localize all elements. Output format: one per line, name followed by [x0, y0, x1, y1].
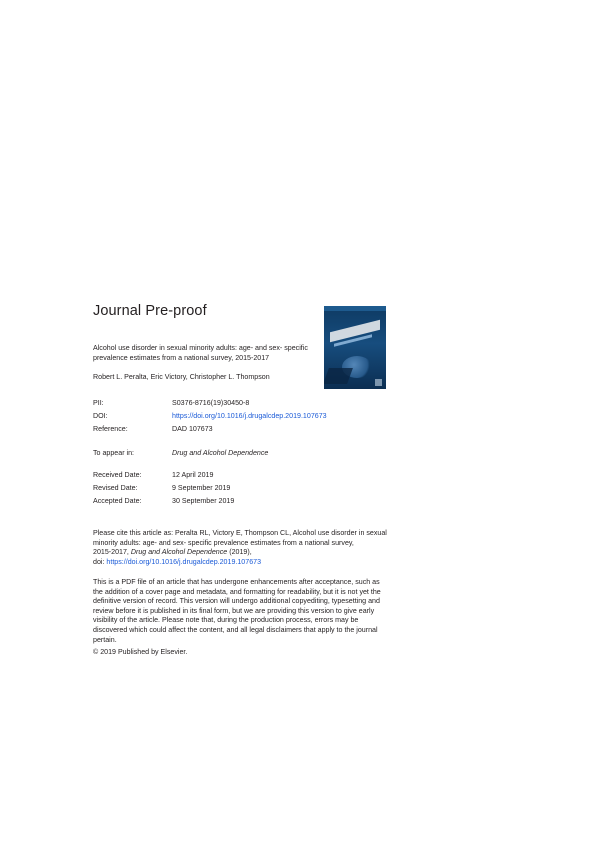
- notice-line: review before it is published in its final form, but we are providing this version to give early: [93, 606, 375, 615]
- copyright-notice: [93, 648, 413, 658]
- cover-top-bar: [324, 306, 386, 311]
- copyright-text: © 2019 Published by Elsevier.: [93, 648, 188, 656]
- doi-label: DOI:: [93, 412, 108, 420]
- journal-cover-image: [324, 306, 386, 389]
- journal-name: Drug and Alcohol Dependence: [172, 449, 269, 457]
- received-date-label: Received Date:: [93, 471, 142, 479]
- citation-line: [93, 548, 413, 558]
- notice-line: visibility of the article. Please note that, during the production process, errors may be: [93, 616, 359, 625]
- citation-line: minority adults: age- and sex- specific prevalence estimates from a national survey,: [93, 538, 354, 547]
- notice-line: pertain.: [93, 635, 117, 644]
- article-title-line: prevalence estimates from a national survey, 2015-2017: [93, 354, 270, 362]
- notice-line: discovered which could affect the content, and all legal disclaimers that apply to the journal: [93, 625, 378, 634]
- notice-line: definitive version of record. This version will undergo additional copyediting, typesetting and: [93, 597, 380, 606]
- notice-line: This is a PDF file of an article that has undergone enhancements after acceptance, such as: [93, 578, 380, 586]
- citation-line: [93, 558, 413, 568]
- accepted-date-value: 30 September 2019: [172, 497, 235, 505]
- citation-journal-name: Drug and Alcohol Dependence: [130, 548, 228, 557]
- page-heading: Journal Pre-proof: [93, 303, 207, 319]
- citation-paragraph: [93, 529, 413, 567]
- publisher-logo-icon: [375, 379, 382, 386]
- cover-graphic-shadow: [324, 368, 353, 384]
- revised-date-value: 9 September 2019: [172, 484, 231, 492]
- citation-year-text: 2015-2017,: [93, 548, 131, 557]
- revised-date-label: Revised Date:: [93, 484, 138, 492]
- pii-label: PII:: [93, 399, 104, 407]
- citation-line: Please cite this article as: Peralta RL, Victory E, Thompson CL, Alcohol use disorder in sexual: [93, 529, 387, 537]
- received-date-value: 12 April 2019: [172, 471, 214, 479]
- reference-value: DAD 107673: [172, 425, 213, 433]
- doi-link[interactable]: https://doi.org/10.1016/j.drugalcdep.2019.107673: [172, 412, 327, 420]
- article-title-line: Alcohol use disorder in sexual minority adults: age- and sex- specific: [93, 344, 308, 352]
- to-appear-label: To appear in:: [93, 449, 135, 457]
- pre-proof-notice: [93, 578, 413, 645]
- article-title: [93, 343, 323, 363]
- accepted-date-label: Accepted Date:: [93, 497, 142, 505]
- citation-doi-link[interactable]: https://doi.org/10.1016/j.drugalcdep.2019.107673: [106, 557, 262, 566]
- citation-year-suffix: (2019),: [227, 548, 252, 557]
- notice-line: the addition of a cover page and metadata, and formatting for readability, but it is not yet the: [93, 587, 381, 596]
- reference-label: Reference:: [93, 425, 128, 433]
- pii-value: S0376-8716(19)30450-8: [172, 399, 250, 407]
- article-authors: Robert L. Peralta, Eric Victory, Christopher L. Thompson: [93, 373, 270, 381]
- citation-doi-prefix: doi:: [93, 557, 107, 566]
